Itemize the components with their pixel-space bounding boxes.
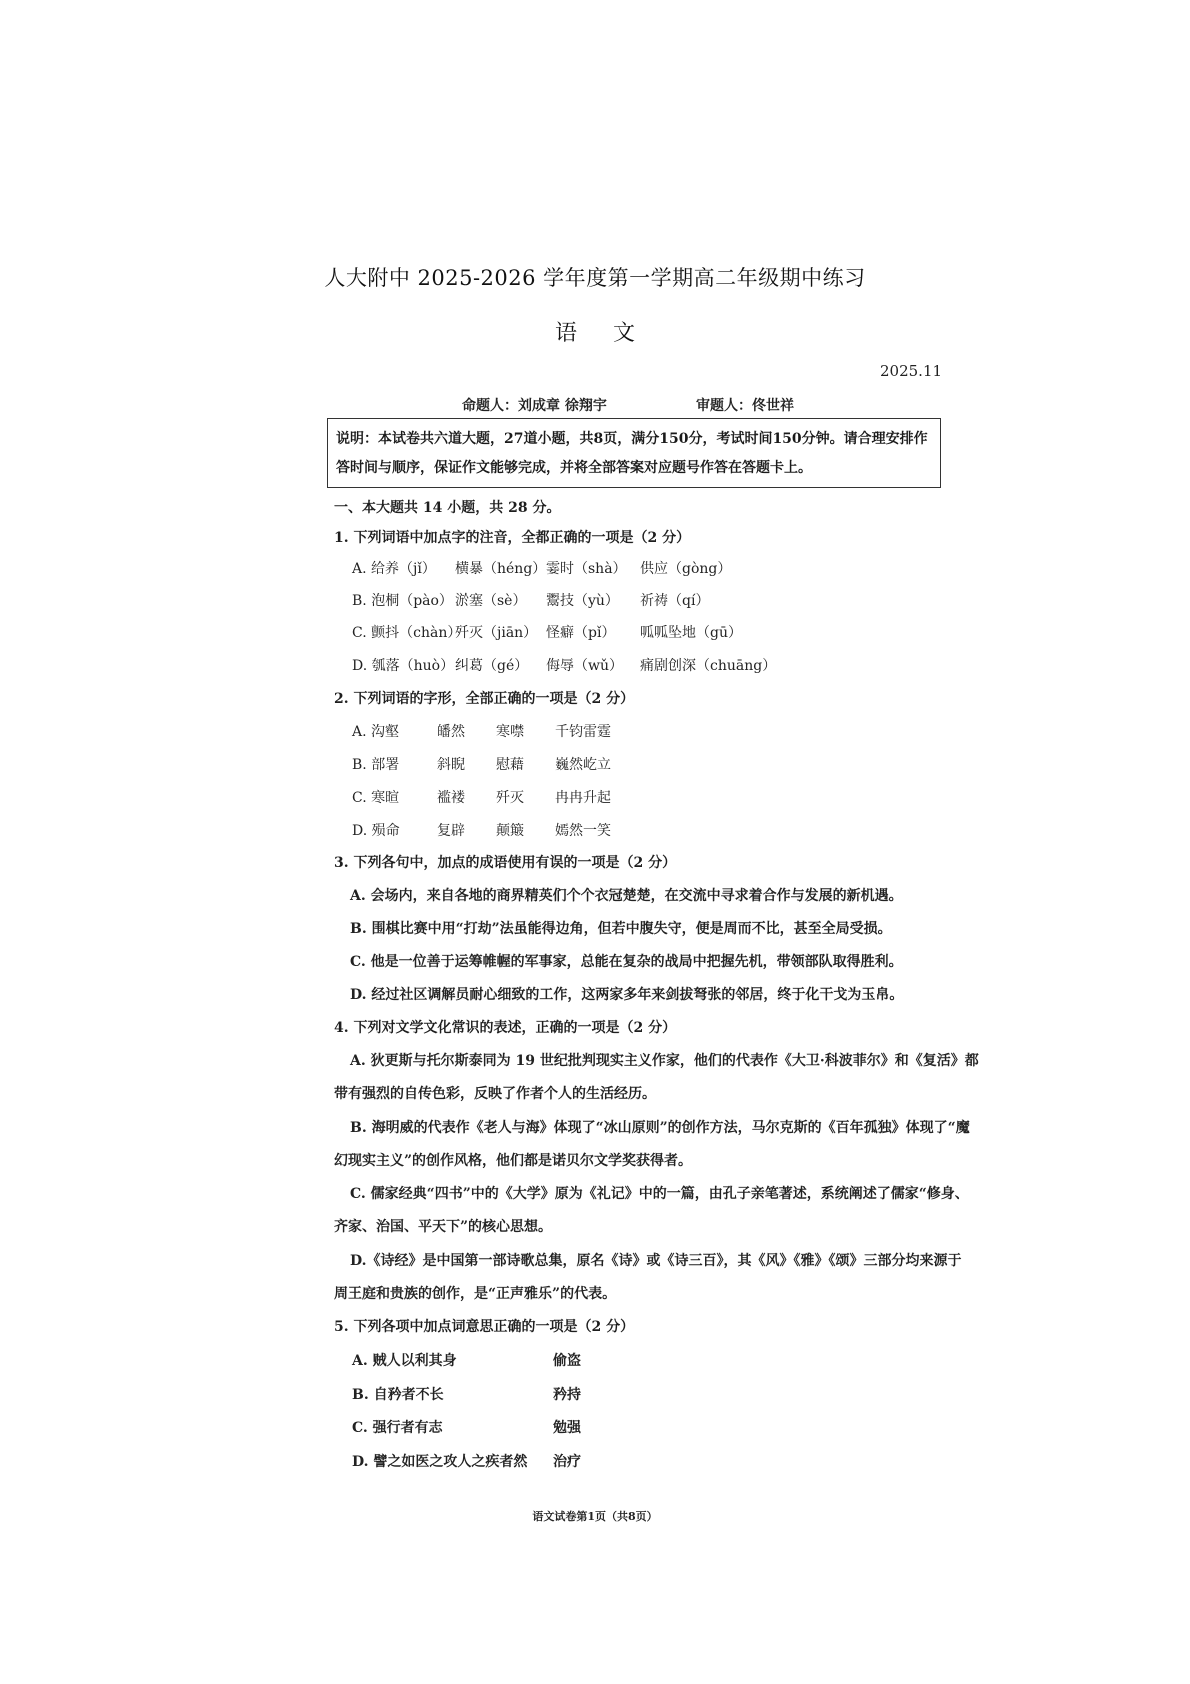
q2-option-b-1: B. 部署 — [352, 757, 400, 773]
q2-option-a-1: A. 沟壑 — [352, 724, 400, 740]
q5-option-c-meaning: 勉强 — [553, 1420, 581, 1436]
subject-char-1: 语 — [554, 321, 577, 346]
q3-option-b: B. 围棋比赛中用“打劫”法虽能得边角，但若中腹失守，便是周而不比，甚至全局受损。 — [350, 921, 892, 937]
q2-option-b-2: 斜睨 — [437, 757, 465, 773]
q5-option-a-text: A. 贼人以利其身 — [352, 1353, 457, 1369]
question-1-stem: 1. 下列词语中加点字的注音，全都正确的一项是（2 分） — [334, 530, 691, 546]
q4-option-d-line2: 周王庭和贵族的创作，是“正声雅乐”的代表。 — [334, 1286, 617, 1302]
q5-option-b-meaning: 矜持 — [553, 1387, 581, 1403]
q2-option-d-3: 颠簸 — [496, 823, 524, 839]
question-4-stem: 4. 下列对文学文化常识的表述，正确的一项是（2 分） — [334, 1020, 677, 1036]
q1-option-b-1: B. 泡桐（pào） — [352, 593, 453, 609]
authors-line — [462, 395, 794, 415]
q4-option-c-line1: C. 儒家经典“四书”中的《大学》原为《礼记》中的一篇，由孔子亲笔著述，系统阐述了儒家“修身、 — [350, 1186, 969, 1202]
q1-option-b-3: 鬻技（yù） — [546, 593, 619, 609]
q5-option-d-meaning: 治疗 — [553, 1454, 581, 1470]
subject-char-2: 文 — [613, 321, 636, 346]
q2-option-d-2: 复辟 — [437, 823, 465, 839]
q2-option-c-3: 歼灭 — [496, 790, 524, 806]
q1-option-c-2: 歼灭（jiān） — [455, 625, 538, 641]
q1-option-a-3: 霎时（shà） — [546, 561, 627, 577]
q1-option-c-1: C. 颤抖（chàn） — [352, 625, 462, 641]
q1-option-c-3: 怪癖（pǐ） — [546, 625, 616, 641]
q5-option-b-text: B. 自矜者不长 — [352, 1387, 444, 1403]
question-3-stem: 3. 下列各句中，加点的成语使用有误的一项是（2 分） — [334, 855, 677, 871]
q1-option-b-2: 淤塞（sè） — [455, 593, 527, 609]
q1-option-b-4: 祈祷（qí） — [640, 593, 710, 609]
section-heading: 一、本大题共 14 小题，共 28 分。 — [334, 500, 561, 516]
q1-option-a-2: 横暴（héng） — [455, 561, 547, 577]
q4-option-b-line1: B. 海明威的代表作《老人与海》体现了“冰山原则”的创作方法，马尔克斯的《百年孤独》体现了“魔 — [350, 1120, 970, 1136]
q3-option-d: D. 经过社区调解员耐心细致的工作，这两家多年来剑拔弩张的邻居，终于化干戈为玉帛。 — [350, 987, 904, 1003]
q2-option-d-4: 嫣然一笑 — [555, 823, 611, 839]
exam-title: 人大附中 2025-2026 学年度第一学期高二年级期中练习 — [324, 266, 866, 290]
q2-option-a-3: 寒噤 — [496, 724, 524, 740]
q2-option-b-4: 巍然屹立 — [555, 757, 611, 773]
q1-option-a-4: 供应（gòng） — [640, 561, 732, 577]
q1-option-a-1: A. 给养（jǐ） — [352, 561, 436, 577]
q2-option-c-2: 褴褛 — [437, 790, 465, 806]
q2-option-a-2: 皤然 — [437, 724, 465, 740]
exam-date: 2025.11 — [880, 362, 943, 380]
q2-option-c-4: 冉冉升起 — [555, 790, 611, 806]
q2-option-d-1: D. 殒命 — [352, 823, 400, 839]
q2-option-b-3: 慰藉 — [496, 757, 524, 773]
instructions-box: 说明：本试卷共六道大题，27道小题，共8页，满分150分，考试时间150分钟。请合理安排作答时间与顺序，保证作文能够完成，并将全部答案对应题号作答在答题卡上。 — [327, 418, 941, 488]
q1-option-d-4: 痛剧创深（chuāng） — [640, 658, 777, 674]
q1-option-d-2: 纠葛（gé） — [455, 658, 529, 674]
q1-option-c-4: 呱呱坠地（gū） — [640, 625, 742, 641]
q3-option-a: A. 会场内，来自各地的商界精英们个个衣冠楚楚，在交流中寻求着合作与发展的新机遇。 — [350, 888, 903, 904]
reviewer-label: 审题人：佟世祥 — [696, 398, 794, 414]
authors-label: 命题人：刘成章 徐翔宇 — [462, 398, 607, 414]
page-footer: 语文试卷第1页（共8页） — [532, 1510, 658, 1523]
question-2-stem: 2. 下列词语的字形，全部正确的一项是（2 分） — [334, 691, 635, 707]
q5-option-d-text: D. 譬之如医之攻人之疾者然 — [352, 1454, 528, 1470]
question-5-stem: 5. 下列各项中加点词意思正确的一项是（2 分） — [334, 1319, 635, 1335]
q5-option-a-meaning: 偷盗 — [553, 1353, 581, 1369]
q1-option-d-1: D. 瓠落（huò） — [352, 658, 455, 674]
q4-option-a-line2: 带有强烈的自传色彩，反映了作者个人的生活经历。 — [334, 1086, 656, 1102]
subject-heading — [0, 316, 1190, 347]
q3-option-c: C. 他是一位善于运筹帷幄的军事家，总能在复杂的战局中把握先机，带领部队取得胜利。 — [350, 954, 903, 970]
q4-option-b-line2: 幻现实主义”的创作风格，他们都是诺贝尔文学奖获得者。 — [334, 1153, 693, 1169]
q2-option-c-1: C. 寒暄 — [352, 790, 400, 806]
q2-option-a-4: 千钧雷霆 — [555, 724, 611, 740]
q4-option-d-line1: D.《诗经》是中国第一部诗歌总集，原名《诗》或《诗三百》，其《风》《雅》《颂》三部分均来源于 — [350, 1253, 962, 1269]
q4-option-a-line1: A. 狄更斯与托尔斯泰同为 19 世纪批判现实主义作家，他们的代表作《大卫·科波菲尔》和《复活》都 — [350, 1053, 979, 1069]
q5-option-c-text: C. 强行者有志 — [352, 1420, 443, 1436]
q4-option-c-line2: 齐家、治国、平天下”的核心思想。 — [334, 1219, 553, 1235]
q1-option-d-3: 侮辱（wǔ） — [546, 658, 623, 674]
